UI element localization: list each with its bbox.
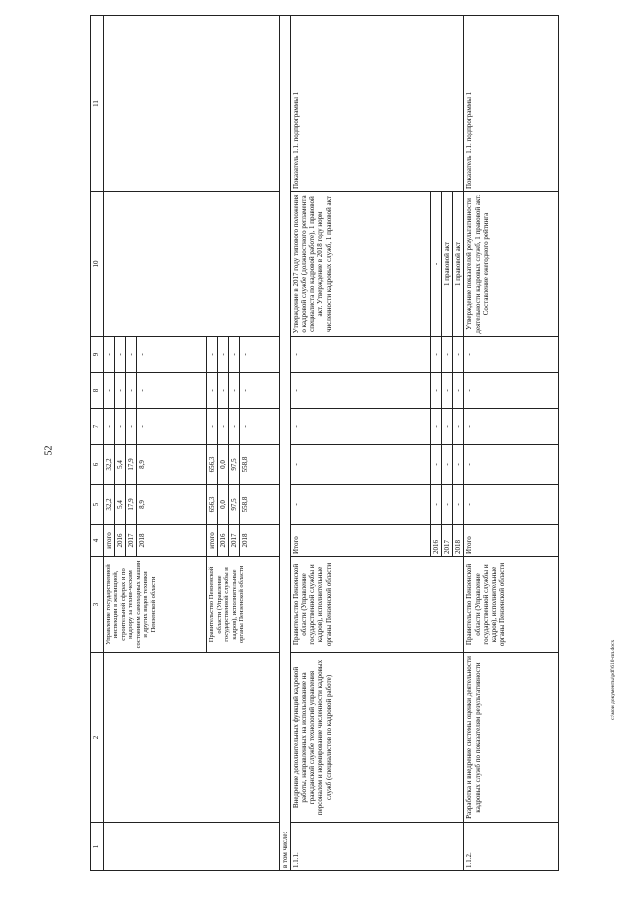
year-cell: 2017: [126, 525, 137, 557]
value-cell: -: [431, 409, 442, 445]
indicator-cell: Показатель 1.1. подпрограммы 1: [291, 16, 464, 192]
result-cell: Утверждение показателей результативности деятельности кадровых служб, 1 правовой акт. Составление ежегодного рейтинга: [464, 192, 559, 337]
result-cell: -: [431, 192, 442, 337]
header-cell: 8: [91, 373, 104, 409]
value-cell: 32,2: [104, 485, 115, 525]
value-cell: -: [453, 445, 464, 485]
value-cell: -: [442, 373, 453, 409]
table-row: [104, 16, 115, 871]
total-label: Итого: [291, 525, 431, 557]
header-cell: 5: [91, 485, 104, 525]
empty-cell: [104, 653, 280, 823]
value-cell: -: [464, 409, 559, 445]
value-cell: -: [137, 373, 207, 409]
value-cell: -: [431, 373, 442, 409]
value-cell: -: [453, 337, 464, 373]
value-cell: -: [431, 485, 442, 525]
section-label: в том числе:: [280, 16, 291, 871]
year-cell: итого: [104, 525, 115, 557]
year-cell: 2016: [431, 525, 442, 557]
value-cell: 17,9: [126, 485, 137, 525]
year-cell: 2018: [240, 525, 280, 557]
value-cell: 17,9: [126, 445, 137, 485]
activity-name: Разработка и внедрение системы оценки деятельности кадровых служб по показателям результативности: [464, 653, 559, 823]
header-cell: 11: [91, 16, 104, 192]
value-cell: 5,4: [115, 485, 126, 525]
footer-path: c:\мои документы\pdf\610-пп.docx: [610, 639, 616, 720]
value-cell: -: [115, 337, 126, 373]
value-cell: -: [453, 409, 464, 445]
value-cell: -: [240, 373, 280, 409]
year-cell: 2018: [453, 525, 464, 557]
value-cell: -: [218, 337, 229, 373]
value-cell: -: [115, 409, 126, 445]
value-cell: -: [229, 337, 240, 373]
result-cell: 1 правовой акт: [442, 192, 453, 337]
value-cell: -: [207, 373, 218, 409]
section-row: [280, 16, 291, 871]
value-cell: -: [240, 337, 280, 373]
value-cell: -: [464, 373, 559, 409]
year-cell: итого: [207, 525, 218, 557]
value-cell: 0,0: [218, 485, 229, 525]
header-cell: 7: [91, 409, 104, 445]
empty-cell: [104, 823, 280, 871]
value-cell: -: [291, 337, 431, 373]
value-cell: -: [137, 409, 207, 445]
value-cell: -: [240, 409, 280, 445]
header-cell: 1: [91, 823, 104, 871]
header-cell: 10: [91, 192, 104, 337]
executor-cell: Правительство Пензенской области (Управление государственной службы и кадров), исполнительные органы Пензенской области: [291, 557, 464, 653]
value-cell: 558,8: [240, 445, 280, 485]
year-cell: 2017: [229, 525, 240, 557]
value-cell: 8,9: [137, 485, 207, 525]
year-cell: 2018: [137, 525, 207, 557]
value-cell: 558,8: [240, 485, 280, 525]
value-cell: -: [137, 337, 207, 373]
value-cell: -: [442, 445, 453, 485]
value-cell: -: [442, 337, 453, 373]
page-number: 52: [43, 445, 55, 456]
value-cell: -: [104, 373, 115, 409]
row-number: 1.1.1.: [291, 823, 464, 871]
value-cell: -: [126, 373, 137, 409]
value-cell: 0,0: [218, 445, 229, 485]
header-cell: 6: [91, 445, 104, 485]
value-cell: -: [229, 409, 240, 445]
value-cell: -: [453, 485, 464, 525]
value-cell: 97,5: [229, 445, 240, 485]
value-cell: -: [442, 409, 453, 445]
value-cell: 656,3: [207, 485, 218, 525]
value-cell: 5,4: [115, 445, 126, 485]
value-cell: -: [104, 409, 115, 445]
value-cell: -: [104, 337, 115, 373]
value-cell: -: [126, 409, 137, 445]
value-cell: -: [126, 337, 137, 373]
value-cell: -: [218, 409, 229, 445]
value-cell: -: [207, 337, 218, 373]
year-cell: 2016: [115, 525, 126, 557]
activity-name: Внедрение дополнительных функций кадровой работы, направленных на использование на гражданской службе технологий управления персоналом и нормирование численности кадровых служб (специалистов по кадровой работе): [291, 653, 464, 823]
program-table: [90, 15, 559, 871]
row-number: 1.1.2.: [464, 823, 559, 871]
value-cell: -: [464, 445, 559, 485]
value-cell: -: [115, 373, 126, 409]
result-cell: Утверждение в 2017 году типового положения о кадровой службе (должностного регламента специалиста по кадровой работе), 1 правовой акт. Утверждение в 2018 году норм численности кадровых служб, 1 правовой акт: [291, 192, 431, 337]
value-cell: 32,2: [104, 445, 115, 485]
value-cell: -: [291, 485, 431, 525]
value-cell: -: [464, 485, 559, 525]
header-cell: 4: [91, 525, 104, 557]
rotated-table-sheet: [90, 16, 605, 871]
value-cell: 656,3: [207, 445, 218, 485]
year-cell: 2016: [218, 525, 229, 557]
empty-cell: [104, 16, 280, 192]
indicator-cell: Показатель 1.1. подпрограммы 1: [464, 16, 559, 192]
value-cell: -: [431, 337, 442, 373]
table-row: [291, 16, 431, 871]
value-cell: -: [218, 373, 229, 409]
empty-cell: [104, 192, 280, 337]
executor-cell: Правительство Пензенской области (Управление государственной службы и кадров), исполнительные органы Пензенской области: [207, 557, 280, 653]
value-cell: -: [291, 445, 431, 485]
executor-cell: Правительство Пензенской области (Управление государственной службы и кадров), исполнительные органы Пензенской области: [464, 557, 559, 653]
value-cell: -: [207, 409, 218, 445]
value-cell: -: [453, 373, 464, 409]
value-cell: 97,5: [229, 485, 240, 525]
result-cell: 1 правовой акт: [453, 192, 464, 337]
value-cell: -: [291, 409, 431, 445]
value-cell: -: [229, 373, 240, 409]
total-label: Итого: [464, 525, 559, 557]
value-cell: -: [431, 445, 442, 485]
header-cell: 9: [91, 337, 104, 373]
table-row: [464, 16, 559, 871]
executor-cell: Управление государственной инспекции в жилищной, строительной сферах и по надзору за техни-ческим состоянием самоходных машин и других видов техники Пензенской области: [104, 557, 207, 653]
header-row: [91, 16, 104, 871]
value-cell: -: [464, 337, 559, 373]
year-cell: 2017: [442, 525, 453, 557]
header-cell: 3: [91, 557, 104, 653]
value-cell: -: [442, 485, 453, 525]
header-cell: 2: [91, 653, 104, 823]
value-cell: -: [291, 373, 431, 409]
value-cell: 8,9: [137, 445, 207, 485]
